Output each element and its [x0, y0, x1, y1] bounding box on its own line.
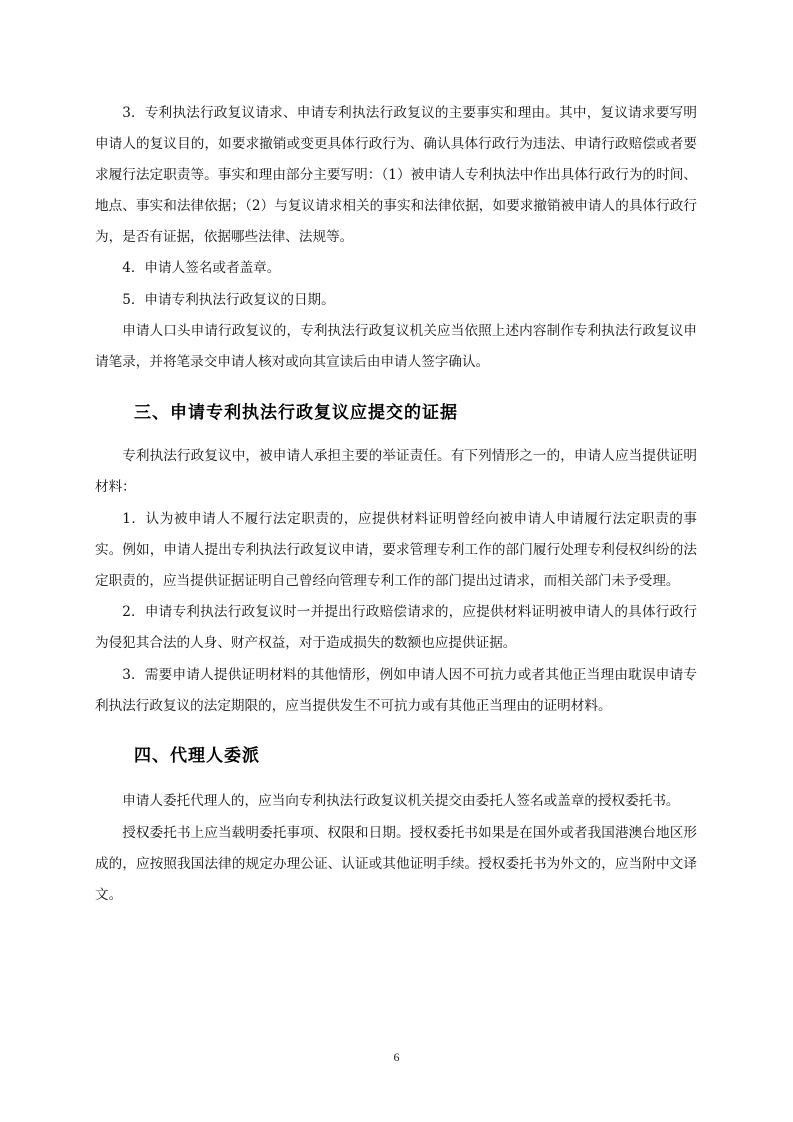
paragraph-agent-authorization: 申请人委托代理人的，应当向专利执法行政复议机关提交由委托人签名或盖章的授权委托书。	[122, 793, 680, 809]
paragraph-power-of-attorney: 授权委托书上应当载明委托事项、权限和日期。授权委托书如果是在国外或者我国港澳台地区形成的，应按照我国法律的规定办理公证、认证或其他证明手续。授权委托书为外文的，应当附中文译文。	[95, 825, 697, 903]
paragraph-evidence-item-3: 3．需要申请人提供证明材料的其他情形，例如申请人因不可抗力或者其他正当理由耽误申请专利执法行政复议的法定期限的，应当提供发生不可抗力或有其他正当理由的证明材料。	[95, 667, 697, 714]
page-number: 6	[393, 1050, 400, 1064]
paragraph-signature: 4．申请人签名或者盖章。	[122, 260, 281, 276]
paragraph-oral-application: 申请人口头申请行政复议的，专利执法行政复议机关应当依照上述内容制作专利执法行政复议申请笔录，并将笔录交申请人核对或向其宣读后由申请人签字确认。	[95, 323, 697, 370]
paragraph-burden-of-proof: 专利执法行政复议中，被申请人承担主要的举证责任。有下列情形之一的，申请人应当提供证明材料：	[95, 448, 697, 495]
section-heading-evidence: 三、申请专利执法行政复议应提交的证据	[134, 403, 458, 423]
paragraph-date: 5．申请专利执法行政复议的日期。	[122, 292, 335, 308]
paragraph-review-request-facts: 3．专利执法行政复议请求、申请专利执法行政复议的主要事实和理由。其中，复议请求要写明申请人的复议目的，如要求撤销或变更具体行政行为、确认具体行政行为违法、申请行政赔偿或者要求履行法定职责等。事实和理由部分主要写明：（1）被申请人专利执法中作出具体行政行为的时间、地点、事实和法律依据；（2）与复议请求相关的事实和法律依据，如要求撤销被申请人的具体行政行为，是否有证据，依据哪些法律、法规等。	[95, 105, 697, 245]
section-heading-agent: 四、代理人委派	[134, 746, 260, 766]
paragraph-evidence-item-1: 1．认为被申请人不履行法定职责的，应提供材料证明曾经向被申请人申请履行法定职责的事实。例如，申请人提出专利执法行政复议申请，要求管理专利工作的部门履行处理专利侵权纠纷的法定职责的，应当提供证据证明自己曾经向管理专利工作的部门提出过请求，而相关部门未予受理。	[95, 511, 697, 589]
paragraph-evidence-item-2: 2．申请专利执法行政复议时一并提出行政赔偿请求的，应提供材料证明被申请人的具体行政行为侵犯其合法的人身、财产权益，对于造成损失的数额也应提供证据。	[95, 604, 697, 651]
